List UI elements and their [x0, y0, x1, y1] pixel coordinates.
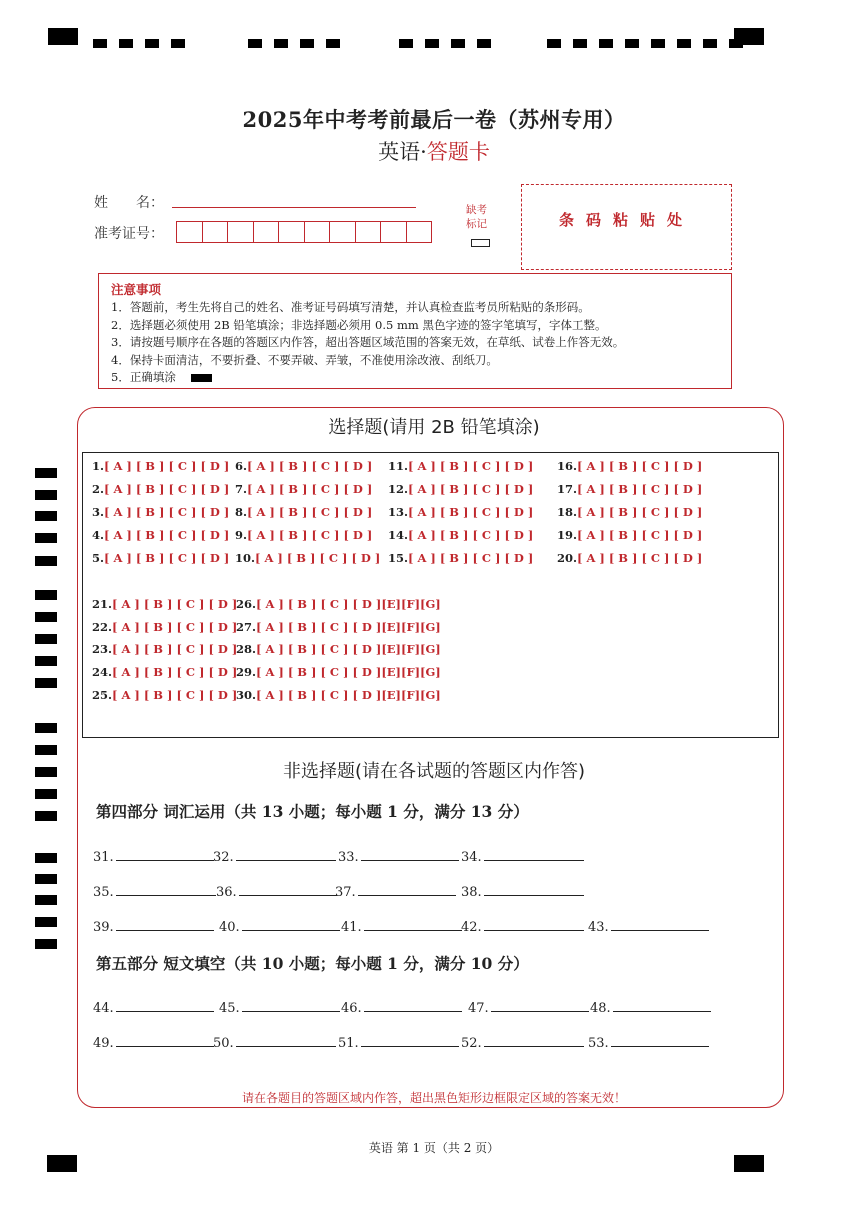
answer-card-label: 答题卡 — [426, 140, 490, 164]
notice-item — [111, 369, 719, 387]
question-number: 26. — [236, 597, 257, 611]
choice-question[interactable] — [92, 688, 237, 702]
timing-mark — [248, 39, 262, 48]
blank-number: 39. — [93, 920, 114, 935]
timing-mark — [547, 39, 561, 48]
filled-sample-mark — [191, 374, 212, 382]
notice-box — [98, 273, 732, 389]
question-number: 6. — [235, 459, 248, 473]
timing-mark — [35, 490, 57, 500]
blank-question[interactable] — [219, 997, 340, 1016]
blank-question[interactable] — [216, 881, 337, 900]
blank-question[interactable] — [338, 846, 459, 865]
blank-question[interactable] — [341, 916, 462, 935]
timing-mark — [703, 39, 717, 48]
choice-question[interactable] — [92, 459, 229, 473]
answer-options[interactable]: [ A ] [ B ] [ C ] [ D ] — [112, 620, 238, 634]
choice-question[interactable] — [235, 505, 372, 519]
answer-options[interactable]: [ A ] [ B ] [ C ] [ D ] — [577, 459, 703, 473]
question-number: 4. — [92, 528, 105, 542]
timing-mark — [35, 511, 57, 521]
answer-line[interactable] — [364, 997, 462, 1012]
choice-question[interactable] — [557, 551, 702, 565]
answer-options[interactable]: [ A ] [ B ] [ C ] [ D ] — [104, 551, 230, 565]
absent-label-line1: 缺考 — [466, 204, 487, 216]
timing-mark — [625, 39, 639, 48]
blank-number: 35. — [93, 885, 114, 900]
question-number: 13. — [388, 505, 409, 519]
answer-line[interactable] — [239, 881, 337, 896]
question-number: 29. — [236, 665, 257, 679]
blank-question[interactable] — [338, 1032, 459, 1051]
question-number: 8. — [235, 505, 248, 519]
exam-id-boxes[interactable] — [176, 221, 432, 243]
choice-question[interactable] — [235, 551, 380, 565]
answer-options[interactable]: [ A ] [ B ] [ C ] [ D ] — [577, 528, 703, 542]
choice-question[interactable] — [236, 665, 441, 679]
choice-question[interactable] — [236, 642, 441, 656]
question-number: 24. — [92, 665, 113, 679]
notice-title: 注意事项 — [111, 282, 162, 297]
blank-number: 33. — [338, 850, 359, 865]
blank-number: 31. — [93, 850, 114, 865]
subject-label: 英语· — [378, 140, 427, 164]
answer-line[interactable] — [236, 846, 336, 861]
answer-options[interactable]: [ A ] [ B ] [ C ] [ D ][E][F][G] — [256, 597, 441, 611]
notice-item: 1．答题前，考生先将自己的姓名、准考证号码填写清楚，并认真检查监考员所粘贴的条形码。 — [111, 300, 590, 314]
timing-mark — [35, 874, 57, 884]
answer-line[interactable] — [236, 1032, 336, 1047]
blank-question[interactable] — [93, 1032, 214, 1051]
question-number: 10. — [235, 551, 256, 565]
answer-line[interactable] — [242, 997, 340, 1012]
timing-mark — [35, 895, 57, 905]
blank-number: 45. — [219, 1001, 240, 1016]
answer-options[interactable]: [ A ] [ B ] [ C ] [ D ] — [408, 505, 534, 519]
answer-options[interactable]: [ A ] [ B ] [ C ] [ D ] — [577, 505, 703, 519]
timing-mark — [300, 39, 314, 48]
timing-mark — [573, 39, 587, 48]
choice-question[interactable] — [557, 505, 702, 519]
blank-question[interactable] — [461, 881, 584, 900]
answer-line[interactable] — [116, 846, 214, 861]
timing-mark — [677, 39, 691, 48]
answer-line[interactable] — [242, 916, 340, 931]
question-number: 9. — [235, 528, 248, 542]
timing-mark — [35, 789, 57, 799]
choice-question[interactable] — [388, 528, 533, 542]
question-number: 16. — [557, 459, 578, 473]
answer-line[interactable] — [116, 1032, 214, 1047]
timing-mark — [425, 39, 439, 48]
blank-question[interactable] — [93, 916, 214, 935]
blank-question[interactable] — [461, 1032, 584, 1051]
timing-mark — [145, 39, 159, 48]
corner-mark-bottom-left — [47, 1155, 77, 1172]
answer-line[interactable] — [484, 881, 584, 896]
blank-number: 38. — [461, 885, 482, 900]
blank-number: 48. — [590, 1001, 611, 1016]
choice-question[interactable] — [236, 688, 441, 702]
answer-line[interactable] — [361, 846, 459, 861]
choice-question[interactable] — [388, 459, 533, 473]
blank-number: 49. — [93, 1036, 114, 1051]
question-number: 17. — [557, 482, 578, 496]
answer-options[interactable]: [ A ] [ B ] [ C ] [ D ] — [104, 482, 230, 496]
choice-question[interactable] — [92, 528, 229, 542]
timing-mark — [274, 39, 288, 48]
answer-options[interactable]: [ A ] [ B ] [ C ] [ D ] — [247, 528, 373, 542]
blank-number: 50. — [213, 1036, 234, 1051]
choice-question[interactable] — [92, 482, 229, 496]
corner-mark-bottom-right — [734, 1155, 764, 1172]
choice-question[interactable] — [388, 551, 533, 565]
notice-item: 2．选择题必须使用 2B 铅笔填涂；非选择题必须用 0.5 mm 黑色字迹的签字笔填写，字体工整。 — [111, 317, 607, 332]
notice-item: 3．请按题号顺序在各题的答题区内作答，超出答题区域范围的答案无效，在草纸、试卷上作答无效。 — [111, 335, 625, 349]
answer-options[interactable]: [ A ] [ B ] [ C ] [ D ] — [408, 551, 534, 565]
timing-mark — [35, 656, 57, 666]
absent-label-line2: 标记 — [466, 218, 487, 230]
answer-options[interactable]: [ A ] [ B ] [ C ] [ D ] — [577, 482, 703, 496]
warning-text: 请在各题目的答题区域内作答，超出黑色矩形边框限定区域的答案无效！ — [241, 1091, 626, 1105]
question-number: 15. — [388, 551, 409, 565]
timing-mark — [326, 39, 340, 48]
answer-options[interactable]: [ A ] [ B ] [ C ] [ D ] — [104, 528, 230, 542]
blank-number: 51. — [338, 1036, 359, 1051]
blank-question[interactable] — [213, 1032, 336, 1051]
answer-line[interactable] — [613, 997, 711, 1012]
blank-question[interactable] — [219, 916, 340, 935]
timing-mark — [35, 917, 57, 927]
timing-mark — [477, 39, 491, 48]
timing-mark — [35, 612, 57, 622]
timing-mark — [35, 634, 57, 644]
timing-mark — [651, 39, 665, 48]
timing-mark — [35, 723, 57, 733]
question-number: 28. — [236, 642, 257, 656]
page-title: 2025年中考考前最后一卷（苏州专用） — [242, 107, 626, 132]
blank-question[interactable] — [468, 997, 589, 1016]
timing-mark — [729, 39, 743, 48]
answer-line[interactable] — [491, 997, 589, 1012]
choice-question[interactable] — [388, 505, 533, 519]
blank-number: 53. — [588, 1036, 609, 1051]
choice-question[interactable] — [92, 665, 237, 679]
answer-options[interactable]: [ A ] [ B ] [ C ] [ D ] — [255, 551, 381, 565]
question-number: 2. — [92, 482, 105, 496]
question-number: 14. — [388, 528, 409, 542]
answer-line[interactable] — [611, 916, 709, 931]
answer-options[interactable]: [ A ] [ B ] [ C ] [ D ] — [104, 505, 230, 519]
answer-options[interactable]: [ A ] [ B ] [ C ] [ D ] — [408, 482, 534, 496]
answer-line[interactable] — [364, 916, 462, 931]
answer-line[interactable] — [611, 1032, 709, 1047]
timing-mark — [399, 39, 413, 48]
timing-mark — [35, 556, 57, 566]
answer-line[interactable] — [484, 916, 584, 931]
question-number: 19. — [557, 528, 578, 542]
answer-line[interactable] — [358, 881, 456, 896]
choice-question[interactable] — [92, 551, 229, 565]
blank-number: 43. — [588, 920, 609, 935]
blank-question[interactable] — [335, 881, 456, 900]
question-number: 5. — [92, 551, 105, 565]
choice-question[interactable] — [557, 528, 702, 542]
answer-options[interactable]: [ A ] [ B ] [ C ] [ D ] — [112, 597, 238, 611]
timing-mark — [35, 745, 57, 755]
question-number: 3. — [92, 505, 105, 519]
timing-mark — [451, 39, 465, 48]
answer-options[interactable]: [ A ] [ B ] [ C ] [ D ] — [112, 665, 238, 679]
choice-question[interactable] — [235, 528, 372, 542]
question-number: 25. — [92, 688, 113, 702]
blank-number: 52. — [461, 1036, 482, 1051]
choice-question[interactable] — [557, 459, 702, 473]
blank-number: 44. — [93, 1001, 114, 1016]
answer-options[interactable]: [ A ] [ B ] [ C ] [ D ][E][F][G] — [256, 642, 441, 656]
answer-options[interactable]: [ A ] [ B ] [ C ] [ D ] — [247, 505, 373, 519]
blank-number: 46. — [341, 1001, 362, 1016]
name-label: 姓 名： — [94, 195, 164, 211]
answer-options[interactable]: [ A ] [ B ] [ C ] [ D ] — [112, 688, 238, 702]
question-number: 7. — [235, 482, 248, 496]
page-footer: 英语 第 1 页（共 2 页） — [368, 1141, 500, 1155]
answer-options[interactable]: [ A ] [ B ] [ C ] [ D ] — [247, 482, 373, 496]
timing-mark — [35, 939, 57, 949]
blank-question[interactable] — [93, 846, 214, 865]
answer-options[interactable]: [ A ] [ B ] [ C ] [ D ][E][F][G] — [256, 688, 441, 702]
answer-options[interactable]: [ A ] [ B ] [ C ] [ D ] — [104, 459, 230, 473]
answer-options[interactable]: [ A ] [ B ] [ C ] [ D ] — [577, 551, 703, 565]
answer-line[interactable] — [361, 1032, 459, 1047]
blank-number: 41. — [341, 920, 362, 935]
choice-heading: 选择题(请用 2B 铅笔填涂) — [328, 417, 540, 438]
blank-number: 37. — [335, 885, 356, 900]
blank-number: 47. — [468, 1001, 489, 1016]
nonchoice-heading: 非选择题(请在各试题的答题区内作答) — [282, 761, 586, 782]
name-field[interactable] — [172, 207, 416, 208]
question-number: 12. — [388, 482, 409, 496]
timing-mark — [93, 39, 107, 48]
answer-line[interactable] — [116, 881, 216, 896]
choice-question[interactable] — [236, 620, 441, 634]
choice-question[interactable] — [92, 597, 237, 611]
question-number: 27. — [236, 620, 257, 634]
choice-question[interactable] — [235, 459, 372, 473]
choice-question[interactable] — [235, 482, 372, 496]
blank-number: 34. — [461, 850, 482, 865]
absent-mark-label — [466, 203, 487, 231]
notice-item-label: 5．正确填涂 — [111, 370, 176, 384]
answer-options[interactable]: [ A ] [ B ] [ C ] [ D ][E][F][G] — [256, 665, 441, 679]
absent-mark-box[interactable] — [471, 239, 490, 247]
blank-number: 36. — [216, 885, 237, 900]
question-number: 20. — [557, 551, 578, 565]
answer-options[interactable]: [ A ] [ B ] [ C ] [ D ] — [247, 459, 373, 473]
blank-question[interactable] — [93, 997, 214, 1016]
question-number: 1. — [92, 459, 105, 473]
blank-question[interactable] — [93, 881, 216, 900]
question-number: 11. — [388, 459, 409, 473]
answer-options[interactable]: [ A ] [ B ] [ C ] [ D ] — [112, 642, 238, 656]
blank-number: 40. — [219, 920, 240, 935]
answer-options[interactable]: [ A ] [ B ] [ C ] [ D ] — [408, 459, 534, 473]
blank-question[interactable] — [341, 997, 462, 1016]
choice-question[interactable] — [92, 642, 237, 656]
answer-options[interactable]: [ A ] [ B ] [ C ] [ D ] — [408, 528, 534, 542]
blank-number: 42. — [461, 920, 482, 935]
timing-mark — [35, 468, 57, 478]
timing-mark — [35, 590, 57, 600]
blank-question[interactable] — [213, 846, 336, 865]
question-number: 22. — [92, 620, 113, 634]
question-number: 23. — [92, 642, 113, 656]
part4-heading: 第四部分 词汇运用（共 13 小题；每小题 1 分，满分 13 分） — [96, 802, 529, 821]
barcode-label: 条码粘贴处 — [558, 211, 694, 229]
timing-mark — [35, 853, 57, 863]
choice-question[interactable] — [236, 597, 441, 611]
answer-line[interactable] — [116, 997, 214, 1012]
blank-question[interactable] — [588, 1032, 709, 1051]
answer-line[interactable] — [116, 916, 214, 931]
timing-mark — [35, 678, 57, 688]
timing-mark — [171, 39, 185, 48]
exam-id-label: 准考证号： — [94, 226, 164, 242]
barcode-area — [521, 184, 732, 270]
question-number: 30. — [236, 688, 257, 702]
timing-mark — [35, 533, 57, 543]
part5-heading: 第五部分 短文填空（共 10 小题；每小题 1 分，满分 10 分） — [96, 954, 529, 973]
page-subtitle — [0, 136, 868, 166]
question-number: 18. — [557, 505, 578, 519]
answer-options[interactable]: [ A ] [ B ] [ C ] [ D ][E][F][G] — [256, 620, 441, 634]
blank-question[interactable] — [588, 916, 709, 935]
answer-line[interactable] — [484, 1032, 584, 1047]
choice-question[interactable] — [388, 482, 533, 496]
timing-mark — [119, 39, 133, 48]
timing-mark — [599, 39, 613, 48]
answer-line[interactable] — [484, 846, 584, 861]
blank-question[interactable] — [461, 846, 584, 865]
notice-item: 4．保持卡面清洁，不要折叠、不要弄破、弄皱，不准使用涂改液、刮纸刀。 — [111, 352, 498, 367]
blank-question[interactable] — [461, 916, 584, 935]
timing-mark — [35, 811, 57, 821]
choice-question[interactable] — [557, 482, 702, 496]
choice-question[interactable] — [92, 620, 237, 634]
corner-mark-top-left — [48, 28, 78, 45]
question-number: 21. — [92, 597, 113, 611]
blank-question[interactable] — [590, 997, 711, 1016]
choice-question[interactable] — [92, 505, 229, 519]
blank-number: 32. — [213, 850, 234, 865]
